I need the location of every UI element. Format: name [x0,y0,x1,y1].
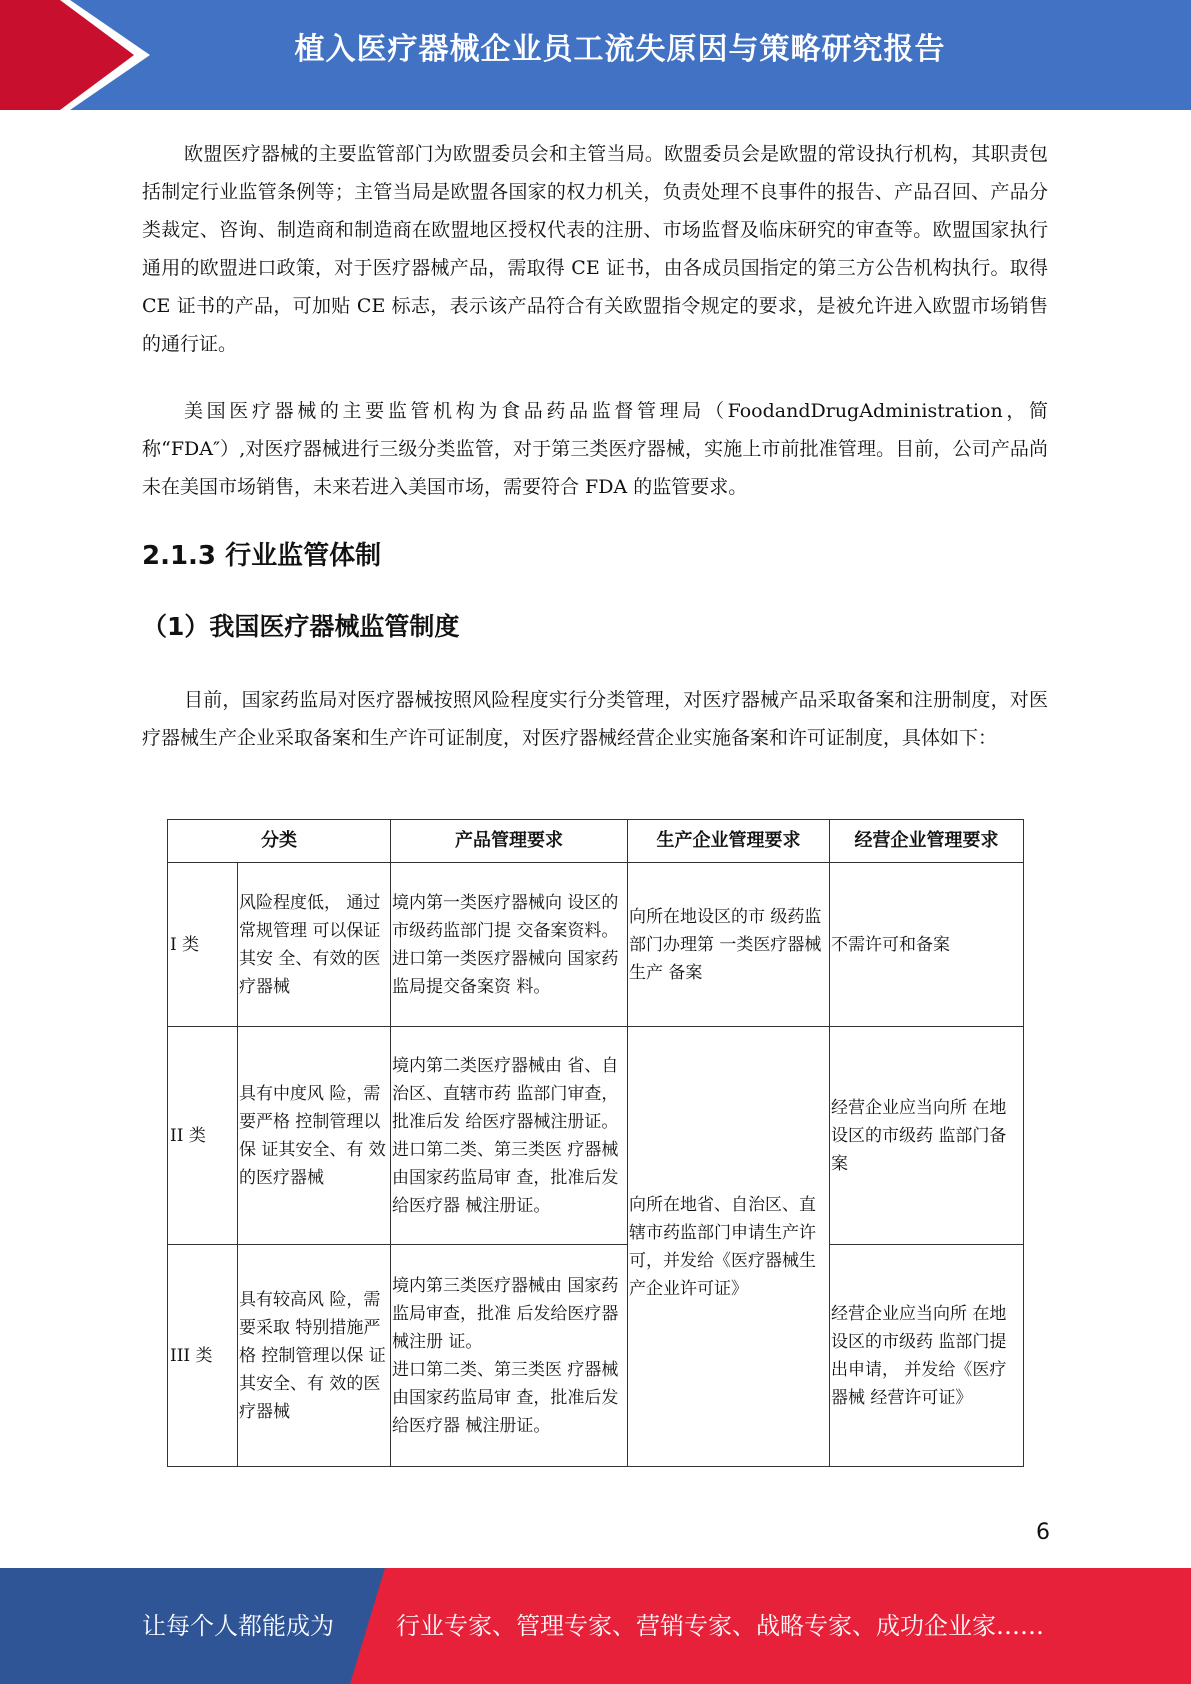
operation-requirement: 经营企业应当向所 在地设区的市级药 监部门提出申请， 并发给《医疗器械 经营许可证》 [830,1245,1024,1467]
production-requirement-merged: 向所在地省、自治区、直辖市药监部门申请生产许可，并发给《医疗器械生产企业许可证》 [628,1027,830,1467]
paragraph-eu-regulation: 欧盟医疗器械的主要监管部门为欧盟委员会和主管当局。欧盟委员会是欧盟的常设执行机构，其职责包括制定行业监管条例等；主管当局是欧盟各国家的权力机关，负责处理不良事件的报告、产品召回、产品分类裁定、咨询、制造商和制造商在欧盟地区授权代表的注册、市场监督及临床研究的审查等。欧盟国家执行通用的欧盟进口政策，对于医疗器械产品，需取得 CE 证书，由各成员国指定的第三方公告机构执行。取得 CE 证书的产品，可加贴 CE 标志，表示该产品符合有关欧盟指令规定的要求，是被允许进入欧盟市场销售的通行证。 [142,143,1048,355]
header-production-requirements: 生产企业管理要求 [628,820,830,863]
table-row [168,863,1024,1027]
operation-requirement: 经营企业应当向所 在地设区的市级药 监部门备案 [830,1027,1024,1245]
product-requirement: 境内第一类医疗器械向 设区的市级药监部门提 交备案资料。 进口第一类医疗器械向 国家药监局提交备案资 料。 [391,863,628,1027]
header-operation-requirements: 经营企业管理要求 [830,820,1024,863]
class-label: I 类 [168,863,238,1027]
class-label: II 类 [168,1027,238,1245]
header-category: 分类 [168,820,391,863]
page-number: 6 [1036,1520,1050,1545]
paragraph-us-regulation: 美国医疗器械的主要监管机构为食品药品监督管理局（FoodandDrugAdministration，简称“FDA″）,对医疗器械进行三级分类监管，对于第三类医疗器械，实施上市前批准管理。目前，公司产品尚未在美国市场销售，未来若进入美国市场，需要符合 FDA 的监管要求。 [142,400,1048,498]
subsection-heading-1: （1）我国医疗器械监管制度 [142,612,460,641]
footer-slogan-left: 让每个人都能成为 [142,1612,334,1640]
header-product-requirements: 产品管理要求 [391,820,628,863]
footer-slogan-right: 行业专家、管理专家、营销专家、战略专家、成功企业家…… [396,1612,1044,1640]
product-requirement: 境内第二类医疗器械由 省、自治区、直辖市药 监部门审查，批准后发 给医疗器械注册证。 进口第二类、第三类医 疗器械由国家药监局审 查，批准后发给医疗器 械注册证。 [391,1027,628,1245]
risk-description: 具有较高风 险，需要采取 特别措施严格 控制管理以保 证其安全、有 效的医疗器械 [238,1245,391,1467]
product-requirement: 境内第三类医疗器械由 国家药监局审查，批准 后发给医疗器械注册 证。 进口第二类、第三类医 疗器械由国家药监局审 查，批准后发给医疗器 械注册证。 [391,1245,628,1467]
operation-requirement: 不需许可和备案 [830,863,1024,1027]
table-row [168,1027,1024,1245]
table-header-row [168,820,1024,863]
page-footer [0,1568,1191,1684]
production-requirement: 向所在地设区的市 级药监部门办理第 一类医疗器械生产 备案 [628,863,830,1027]
regulation-table [167,819,1024,1467]
page-header [0,0,1191,110]
section-heading-2-1-3: 2.1.3 行业监管体制 [142,541,382,571]
risk-description: 风险程度低， 通过常规管理 可以保证其安 全、有效的医 疗器械 [238,863,391,1027]
report-title: 植入医疗器械企业员工流失原因与策略研究报告 [294,32,946,67]
table-row [168,1245,1024,1467]
paragraph-china-regulation: 目前，国家药监局对医疗器械按照风险程度实行分类管理，对医疗器械产品采取备案和注册制度，对医疗器械生产企业采取备案和生产许可证制度，对医疗器械经营企业实施备案和许可证制度，具体如下： [142,689,1048,749]
risk-description: 具有中度风 险，需要严格 控制管理以保 证其安全、有 效的医疗器械 [238,1027,391,1245]
header-arrow-graphic [0,0,150,110]
class-label: III 类 [168,1245,238,1467]
